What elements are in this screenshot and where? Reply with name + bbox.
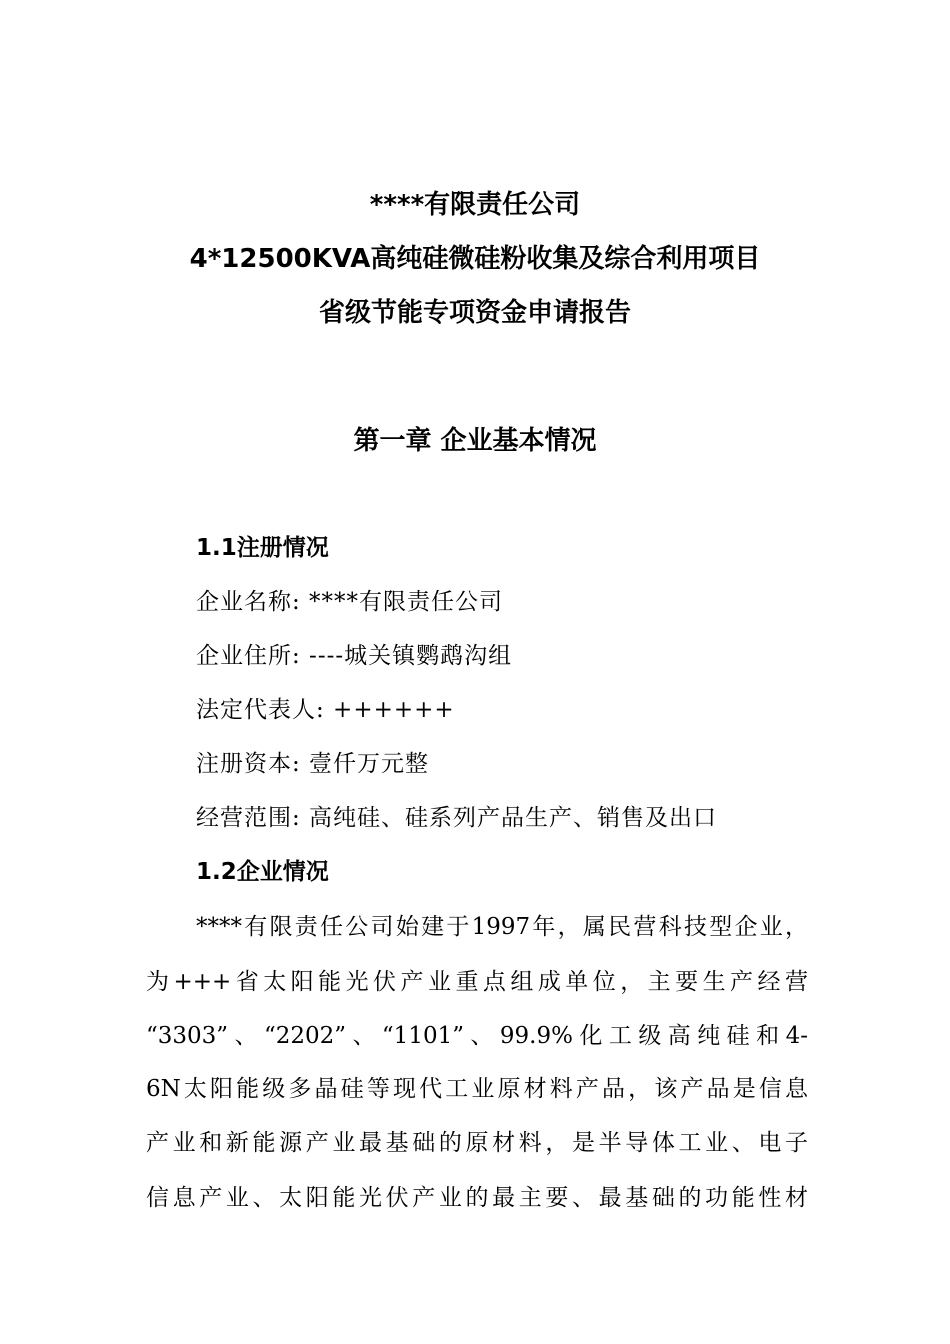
field-company-address: 企业住所: ----城关镇鹦鹉沟组 bbox=[196, 643, 513, 669]
field-registered-capital: 注册资本: 壹仟万元整 bbox=[196, 751, 430, 777]
field-business-scope: 经营范围: 高纯硅、硅系列产品生产、销售及出口 bbox=[196, 805, 718, 831]
paragraph-line: 为+++省太阳能光伏产业重点组成单位，主要生产经营 bbox=[146, 969, 808, 995]
report-title-block bbox=[0, 192, 950, 354]
project-title: 4*12500KVA高纯硅微硅粉收集及综合利用项目 bbox=[189, 244, 761, 274]
company-title: ****有限责任公司 bbox=[369, 190, 581, 220]
paragraph-line: “3303”、“2202”、“1101”、99.9%化工级高纯硅和4- bbox=[146, 1023, 808, 1049]
report-title: 省级节能专项资金申请报告 bbox=[318, 298, 631, 328]
chapter-title: 第一章 企业基本情况 bbox=[353, 426, 597, 456]
paragraph-line: 6N太阳能级多晶硅等现代工业原材料产品，该产品是信息 bbox=[146, 1076, 808, 1102]
field-legal-representative: 法定代表人: ++++++ bbox=[196, 697, 455, 723]
paragraph-line: 产业和新能源产业最基础的原材料，是半导体工业、电子 bbox=[146, 1130, 808, 1156]
paragraph-line: ****有限责任公司始建于1997年，属民营科技型企业， bbox=[196, 914, 808, 940]
section-heading-company-overview: 1.2企业情况 bbox=[196, 859, 329, 885]
paragraph-line: 信息产业、太阳能光伏产业的最主要、最基础的功能性材 bbox=[146, 1185, 808, 1211]
field-company-name: 企业名称: ****有限责任公司 bbox=[196, 589, 504, 615]
section-heading-registration: 1.1注册情况 bbox=[196, 535, 329, 561]
